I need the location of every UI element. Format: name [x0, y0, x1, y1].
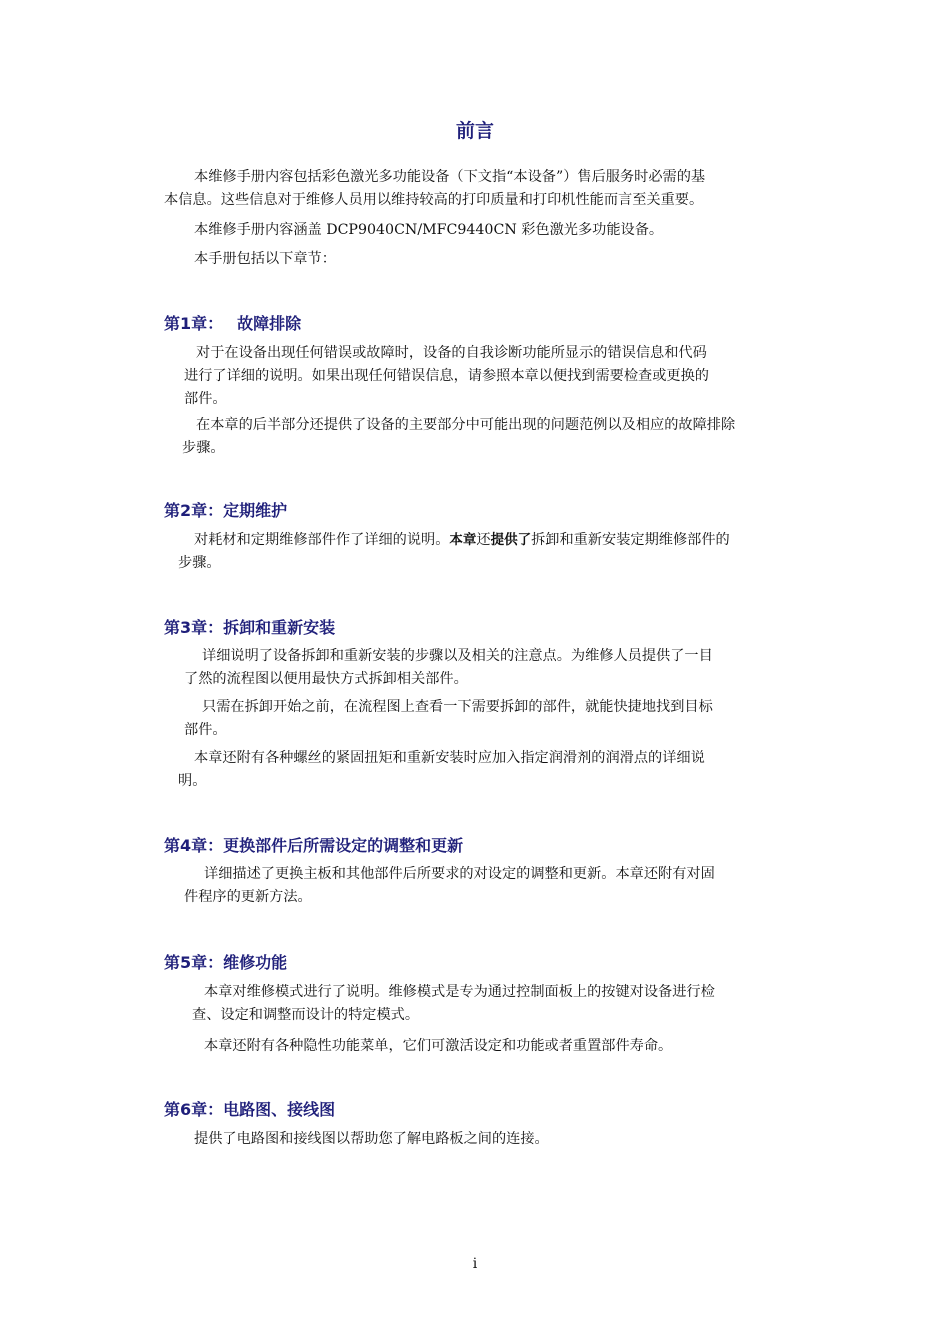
chapter-6-p1-line-1: 提供了电路图和接线图以帮助您了解电路板之间的连接。 — [194, 1131, 549, 1147]
chapter-6-heading — [164, 1097, 335, 1120]
chapter-4-name: 更换部件后所需设定的调整和更新 — [223, 836, 464, 855]
chapter-1-p1-line-1: 对于在设备出现任何错误或故障时，设备的自我诊断功能所显示的错误信息和代码 — [196, 345, 707, 361]
chapter-5-name: 维修功能 — [223, 953, 288, 972]
intro-line-2: 本信息。这些信息对于维修人员用以维持较高的打印质量和打印机性能而言至关重要。 — [164, 192, 704, 208]
chapter-2-label: 第2章： — [164, 501, 224, 520]
chapter-3-p2-line-2: 部件。 — [184, 722, 227, 738]
chapter-3-p1-line-2: 了然的流程图以便用最快方式拆卸相关部件。 — [184, 671, 468, 687]
page-number: i — [472, 1256, 478, 1272]
chapter-2-bold-segment: 提供了 — [490, 532, 532, 548]
intro-paragraph-1 — [164, 166, 705, 212]
page-title: 前言 — [455, 120, 494, 142]
chapter-1-name: 故障排除 — [237, 314, 302, 333]
chapter-5-paragraph-2 — [204, 1035, 672, 1058]
chapter-3-p2-line-1: 只需在拆卸开始之前，在流程图上查看一下需要拆卸的部件，就能快捷地找到目标 — [202, 699, 713, 715]
chapter-5-paragraph-1 — [192, 981, 715, 1027]
chapter-2-p1-line-1 — [178, 529, 730, 552]
chapter-3-heading — [164, 615, 335, 638]
chapter-5-p2-line-1: 本章还附有各种隐性功能菜单，它们可激活设定和功能或者重置部件寿命。 — [204, 1038, 673, 1054]
chapter-1-p1-line-2: 进行了详细的说明。如果出现任何错误信息，请参照本章以便找到需要检查或更换的 — [184, 368, 709, 384]
chapter-3-paragraph-2 — [184, 696, 713, 742]
chapter-5-p1-line-2: 查、设定和调整而设计的特定模式。 — [192, 1007, 420, 1023]
chapter-3-p1-line-1: 详细说明了设备拆卸和重新安装的步骤以及相关的注意点。为维修人员提供了一目 — [202, 648, 713, 664]
intro-paragraph-3: 本手册包括以下章节： — [194, 251, 336, 267]
chapter-2-name: 定期维护 — [223, 501, 288, 520]
chapter-1-p1-line-3: 部件。 — [184, 391, 227, 407]
chapter-3-p3-line-1: 本章还附有各种螺丝的紧固扭矩和重新安装时应加入指定润滑剂的润滑点的详细说 — [194, 750, 705, 766]
chapter-3-name: 拆卸和重新安装 — [223, 618, 336, 637]
chapter-6-label: 第6章： — [164, 1100, 224, 1119]
chapter-5-heading — [164, 950, 287, 973]
chapter-4-p1-line-2: 件程序的更新方法。 — [184, 889, 312, 905]
chapter-6-paragraph-1 — [194, 1128, 549, 1151]
chapter-5-p1-line-1: 本章对维修模式进行了说明。维修模式是专为通过控制面板上的按键对设备进行检 — [204, 984, 715, 1000]
chapter-1-label: 第1章： — [164, 314, 224, 333]
chapter-2-paragraph-1 — [178, 529, 730, 575]
intro-line-1: 本维修手册内容包括彩色激光多功能设备（下文指“本设备”）售后服务时必需的基 — [194, 169, 706, 185]
chapter-5-label: 第5章： — [164, 953, 224, 972]
chapter-4-paragraph-1 — [184, 863, 715, 909]
chapter-3-paragraph-3 — [178, 747, 705, 793]
intro-paragraph-2: 本维修手册内容涵盖 DCP9040CN/MFC9440CN 彩色激光多功能设备。 — [194, 222, 664, 238]
chapter-1-paragraph-2 — [182, 414, 735, 460]
chapter-6-name: 电路图、接线图 — [223, 1100, 336, 1119]
chapter-3-label: 第3章： — [164, 618, 224, 637]
chapter-2-text-segment: 拆卸和重新安装定期维修部件的 — [531, 532, 730, 548]
chapter-3-p3-line-2: 明。 — [178, 773, 207, 789]
chapter-1-p2-line-2: 步骤。 — [182, 440, 225, 456]
chapter-4-heading — [164, 833, 463, 856]
chapter-2-p1-line-2: 步骤。 — [178, 555, 221, 571]
chapter-4-label: 第4章： — [164, 836, 224, 855]
chapter-3-paragraph-1 — [184, 645, 713, 691]
chapter-2-text-segment: 还 — [476, 532, 491, 548]
chapter-4-p1-line-1: 详细描述了更换主板和其他部件后所要求的对设定的调整和更新。本章还附有对固 — [204, 866, 715, 882]
chapter-2-text-segment: 对耗材和定期维修部件作了详细的说明。 — [194, 532, 450, 548]
chapter-1-paragraph-1 — [184, 342, 709, 411]
chapter-1-heading — [164, 311, 301, 334]
chapter-2-heading — [164, 498, 287, 521]
chapter-2-bold-segment: 本章 — [449, 532, 477, 548]
chapter-1-p2-line-1: 在本章的后半部分还提供了设备的主要部分中可能出现的问题范例以及相应的故障排除 — [196, 417, 736, 433]
